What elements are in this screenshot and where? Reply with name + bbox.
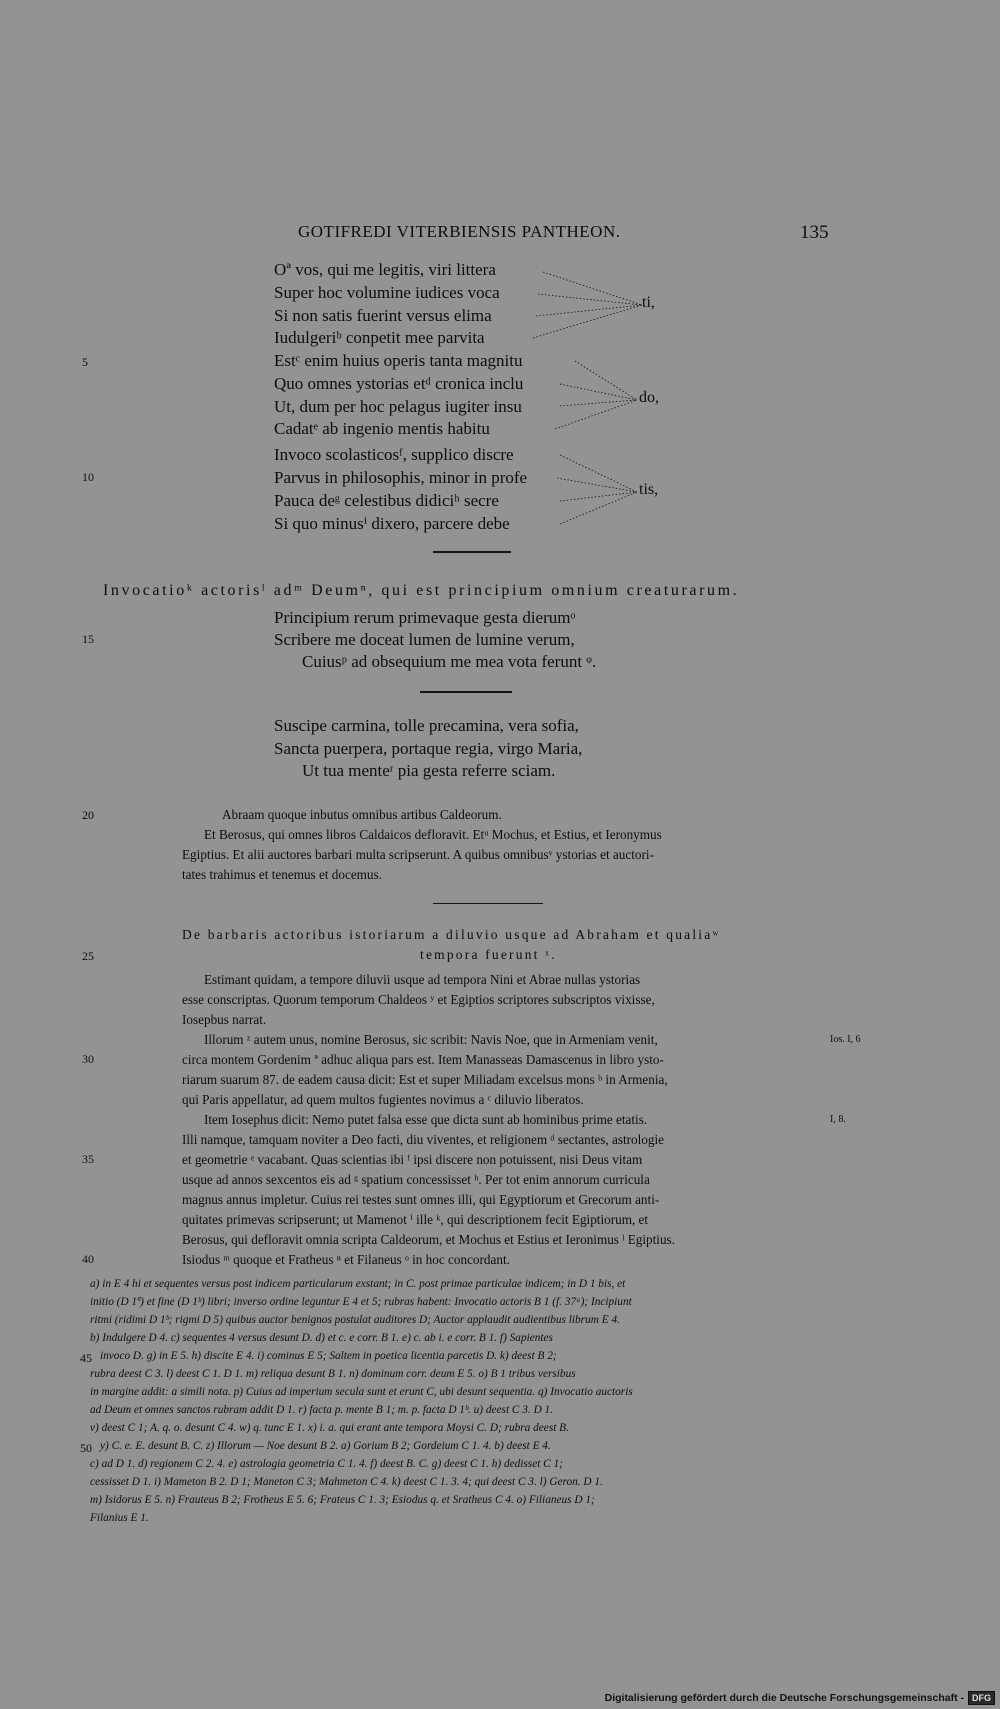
verse-line: Ut tua menteʳ pia gesta referre sciam. [302, 761, 556, 780]
footnote-line: b) Indulgere D 4. c) sequentes 4 versus desunt D. d) et c. e corr. B 1. e) c. ab i. e corr. B 1. f) Sapientes [90, 1332, 553, 1344]
verse-line: Si non satis fuerint versus elima [274, 306, 492, 325]
prose-line: Iosepbus narrat. [182, 1012, 267, 1027]
footnote-line: m) Isidorus E 5. n) Frauteus B 2; Frotheus E 5. 6; Frateus C 1. 3; Esiodus q. et Sratheus C 4. o) Filianeus D 1; [90, 1494, 595, 1506]
footnote-line: v) deest C 1; A. q. o. desunt C 4. w) q. tunc E 1. x) i. a. qui erant ante tempora Moysi C. D; rubra deest B. [90, 1422, 569, 1434]
prose-line: esse conscriptas. Quorum temporum Chaldeos ʸ et Egiptios scriptores subscriptos vixisse, [182, 992, 655, 1007]
prose-line: quitates primevas scripserunt; ut Mamenot ⁱ ille ᵏ, qui descriptionem fecit Egiptiorum, et [182, 1212, 649, 1227]
footnote-line: a) in E 4 hi et sequentes versus post indicem particularum exstant; in C. post primae particulae indicem; in D 1 bis, et [90, 1278, 626, 1290]
verse-line: Cadatᵉ ab ingenio mentis habitu [274, 419, 490, 438]
prose-line: usque ad annos sexcentos eis ad ᵍ spatium concessisset ʰ. Per tot enim annorum curricula [182, 1172, 650, 1187]
line-number: 10 [82, 470, 94, 484]
verse-line: Suscipe carmina, tolle precamina, vera sofia, [274, 716, 579, 735]
footnote-line: invoco D. g) in E 5. h) discite E 4. i) cominus E 5; Saltem in poetica licentia parcetis D. k) deest B 2; [100, 1350, 557, 1362]
prose-line: Estimant quidam, a tempore diluvii usque ad tempora Nini et Abrae nullas ystorias [204, 972, 641, 987]
line-number: 50 [80, 1441, 92, 1455]
footer-text: Digitalisierung gefördert durch die Deutsche Forschungsgemeinschaft - [604, 1692, 964, 1704]
prose-line: Et Berosus, qui omnes libros Caldaicos defloravit. Etᵘ Mochus, et Estius, et Ieronymus [204, 827, 662, 842]
line-number: 35 [82, 1152, 94, 1166]
footnote-line: in margine addit: a simili nota. p) Cuius ad imperium secula sunt et erunt C, ubi desunt sequentia. q) Invocatio auctoris [90, 1386, 633, 1398]
line-number: 25 [82, 949, 94, 963]
footnote-line: Filanius E 1. [90, 1512, 149, 1524]
footnote-line: ritmi (ridimi D 1ᵇ; rigmi D 5) quibus auctor benignos postulat auditores D; Auctor applaudit audientibus librum E 4. [90, 1314, 620, 1326]
prose-line: riarum suarum 87. de eadem causa dicit: Est et super Miliadam excelsus mons ᵇ in Armenia, [182, 1072, 668, 1087]
verse-suffix: ti, [642, 294, 655, 311]
section-heading: De barbaris actoribus istoriarum a diluvio usque ad Abraham et qualiaʷ [182, 927, 721, 942]
section-heading: tempora fuerunt ˣ. [420, 947, 557, 962]
line-number: 45 [80, 1351, 92, 1365]
prose-line: qui Paris appellatur, ad quem multos fugientes novimus a ᶜ diluvio liberatos. [182, 1092, 584, 1107]
verse-suffix: do, [639, 389, 659, 406]
prose-line: Egiptius. Et alii auctores barbari multa scripserunt. A quibus omnibusᵛ ystorias et auctori- [182, 847, 654, 862]
verse-line: Pauca deᵍ celestibus didiciʰ secre [274, 491, 499, 510]
verse-line: Principium rerum primevaque gesta dierumᵒ [274, 608, 576, 627]
prose-line: Isiodus ᵐ quoque et Fratheus ⁿ et Filaneus ᵒ in hoc concordant. [182, 1252, 510, 1267]
verse-line: Iudulgeriᵇ conpetit mee parvita [274, 328, 485, 347]
verse-line: Quo omnes ystorias etᵈ cronica inclu [274, 374, 524, 393]
verse-line: Parvus in philosophis, minor in profe [274, 468, 528, 487]
footnote-line: ad Deum et omnes sanctos rubram addit D 1. r) facta p. mente B 1; m. p. facta D 1ᵇ. u) deest C 3. D 1. [90, 1404, 554, 1416]
line-number: 30 [82, 1052, 94, 1066]
prose-line: Illorum ᶻ autem unus, nomine Berosus, sic scribit: Navis Noe, que in Armeniam venit, [204, 1032, 658, 1047]
footnote-line: cessisset D 1. i) Mameton B 2. D 1; Maneton C 3; Mahmeton C 4. k) deest C 1. 3. 4; qui deest C 3. l) Geron. D 1. [90, 1476, 603, 1488]
margin-note: Ios. I, 6 [830, 1034, 861, 1045]
prose-line: et geometrie ᵉ vacabant. Quas scientias ibi ᶠ ipsi discere non potuissent, nisi Deus vitam [182, 1152, 643, 1167]
footnote-line: y) C. e. E. desunt B. C. z) Illorum — Noe desunt B 2. a) Gorium B 2; Gordeium C 1. 4. b) deest E 4. [100, 1440, 551, 1452]
prose-line: Item Iosephus dicit: Nemo putet falsa esse que dicta sunt ab hominibus prime etatis. [204, 1112, 648, 1127]
verse-line: Scribere me doceat lumen de lumine verum, [274, 630, 575, 649]
verse-suffix: tis, [639, 481, 659, 498]
verse-line: Ut, dum per hoc pelagus iugiter insu [274, 397, 522, 416]
prose-line: Berosus, qui defloravit omnia scripta Caldeorum, et Mochus et Estius et Ieronimus ˡ Egiptius. [182, 1232, 675, 1247]
line-number: 15 [82, 632, 94, 646]
page-number: 135 [800, 222, 829, 243]
verse-line: Cuiusᵖ ad obsequium me mea vota ferunt ᵠ. [302, 652, 597, 671]
footnote-line: c) ad D 1. d) regionem C 2. 4. e) astrologia geometria C 1. 4. f) deest B. C. g) deest C 1. h) dedisset C 1; [90, 1458, 563, 1470]
prose-line: magnus annus impletur. Cuius rei testes sunt omnes illi, qui Egyptiorum et Grecorum anti- [182, 1192, 660, 1207]
running-header-title: GOTIFREDI VITERBIENSIS PANTHEON. [298, 222, 621, 241]
divider-rule [433, 551, 511, 553]
footnote-line: rubra deest C 3. l) deest C 1. D 1. m) reliqua desunt B 1. n) dominum corr. deum E 5. o) B 1 tribus versibus [90, 1368, 576, 1380]
verse-line: Invoco scolasticosᶠ, supplico discre [274, 445, 514, 464]
line-number: 5 [82, 355, 88, 369]
line-number: 20 [82, 808, 94, 822]
prose-line: tates trahimus et tenemus et docemus. [182, 867, 382, 882]
dfg-logo[interactable]: DFG [968, 1691, 995, 1705]
verse-line: Si quo minusⁱ dixero, parcere debe [274, 514, 510, 533]
digitization-footer [605, 1691, 995, 1705]
prose-line: Abraam quoque inbutus omnibus artibus Caldeorum. [222, 807, 502, 822]
verse-line: Super hoc volumine iudices voca [274, 283, 500, 302]
invocation-heading: Invocatioᵏ actorisˡ adᵐ Deumⁿ, qui est principium omnium creaturarum. [103, 582, 740, 599]
prose-line: circa montem Gordenim ª adhuc aliqua pars est. Item Manasseas Damascenus in libro ysto- [182, 1052, 664, 1067]
line-number: 40 [82, 1252, 94, 1266]
verse-line: Sancta puerpera, portaque regia, virgo Maria, [274, 739, 583, 758]
verse-line: Estᶜ enim huius operis tanta magnitu [274, 351, 523, 370]
prose-line: Illi namque, tamquam noviter a Deo facti, diu viventes, et religionem ᵈ sectantes, astrologie [182, 1132, 665, 1147]
verse-line: Oª vos, qui me legitis, viri littera [274, 260, 496, 279]
margin-note: I, 8. [830, 1114, 846, 1125]
divider-rule [420, 691, 512, 693]
divider-rule [433, 903, 543, 904]
footnote-line: initio (D 1ª) et fine (D 1ᵇ) libri; inverso ordine leguntur E 4 et 5; rubras habent: Invocatio actoris B 1 (f. 37ᵃ); Incipiunt [90, 1296, 632, 1308]
